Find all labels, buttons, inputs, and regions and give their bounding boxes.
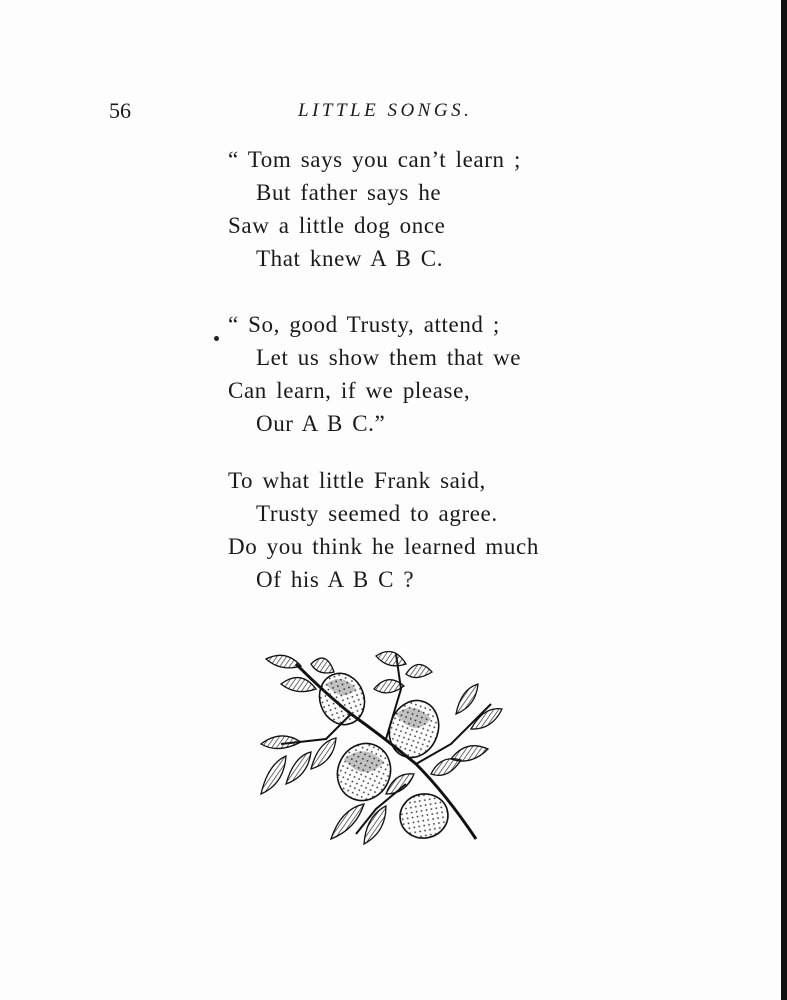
poem-line: Can learn, if we please, — [228, 378, 471, 403]
stanza-1 — [228, 143, 521, 275]
poem-line: To what little Frank said, — [228, 468, 486, 493]
poem-line: “ So, good Trusty, attend ; — [228, 312, 500, 337]
running-title: LITTLE SONGS. — [298, 100, 473, 121]
stanza-2 — [228, 308, 521, 440]
lemon-branch-icon — [256, 644, 506, 854]
page-number: 56 — [109, 98, 131, 123]
poem-line: But father says he — [256, 180, 442, 205]
poem-line: Saw a little dog once — [228, 213, 446, 238]
poem-line: Trusty seemed to agree. — [256, 501, 498, 526]
poem-line: Of his A B C ? — [256, 567, 415, 592]
poem-line: “ Tom says you can’t learn ; — [228, 147, 521, 172]
poem-line: Do you think he learned much — [228, 534, 539, 559]
poem-line: Let us show them that we — [256, 345, 522, 370]
stanza-3 — [228, 464, 539, 596]
page-edge-shadow — [781, 0, 787, 1000]
ink-speck — [214, 336, 219, 341]
poem-line: Our A B C.” — [256, 411, 386, 436]
poem-line: That knew A B C. — [256, 246, 444, 271]
